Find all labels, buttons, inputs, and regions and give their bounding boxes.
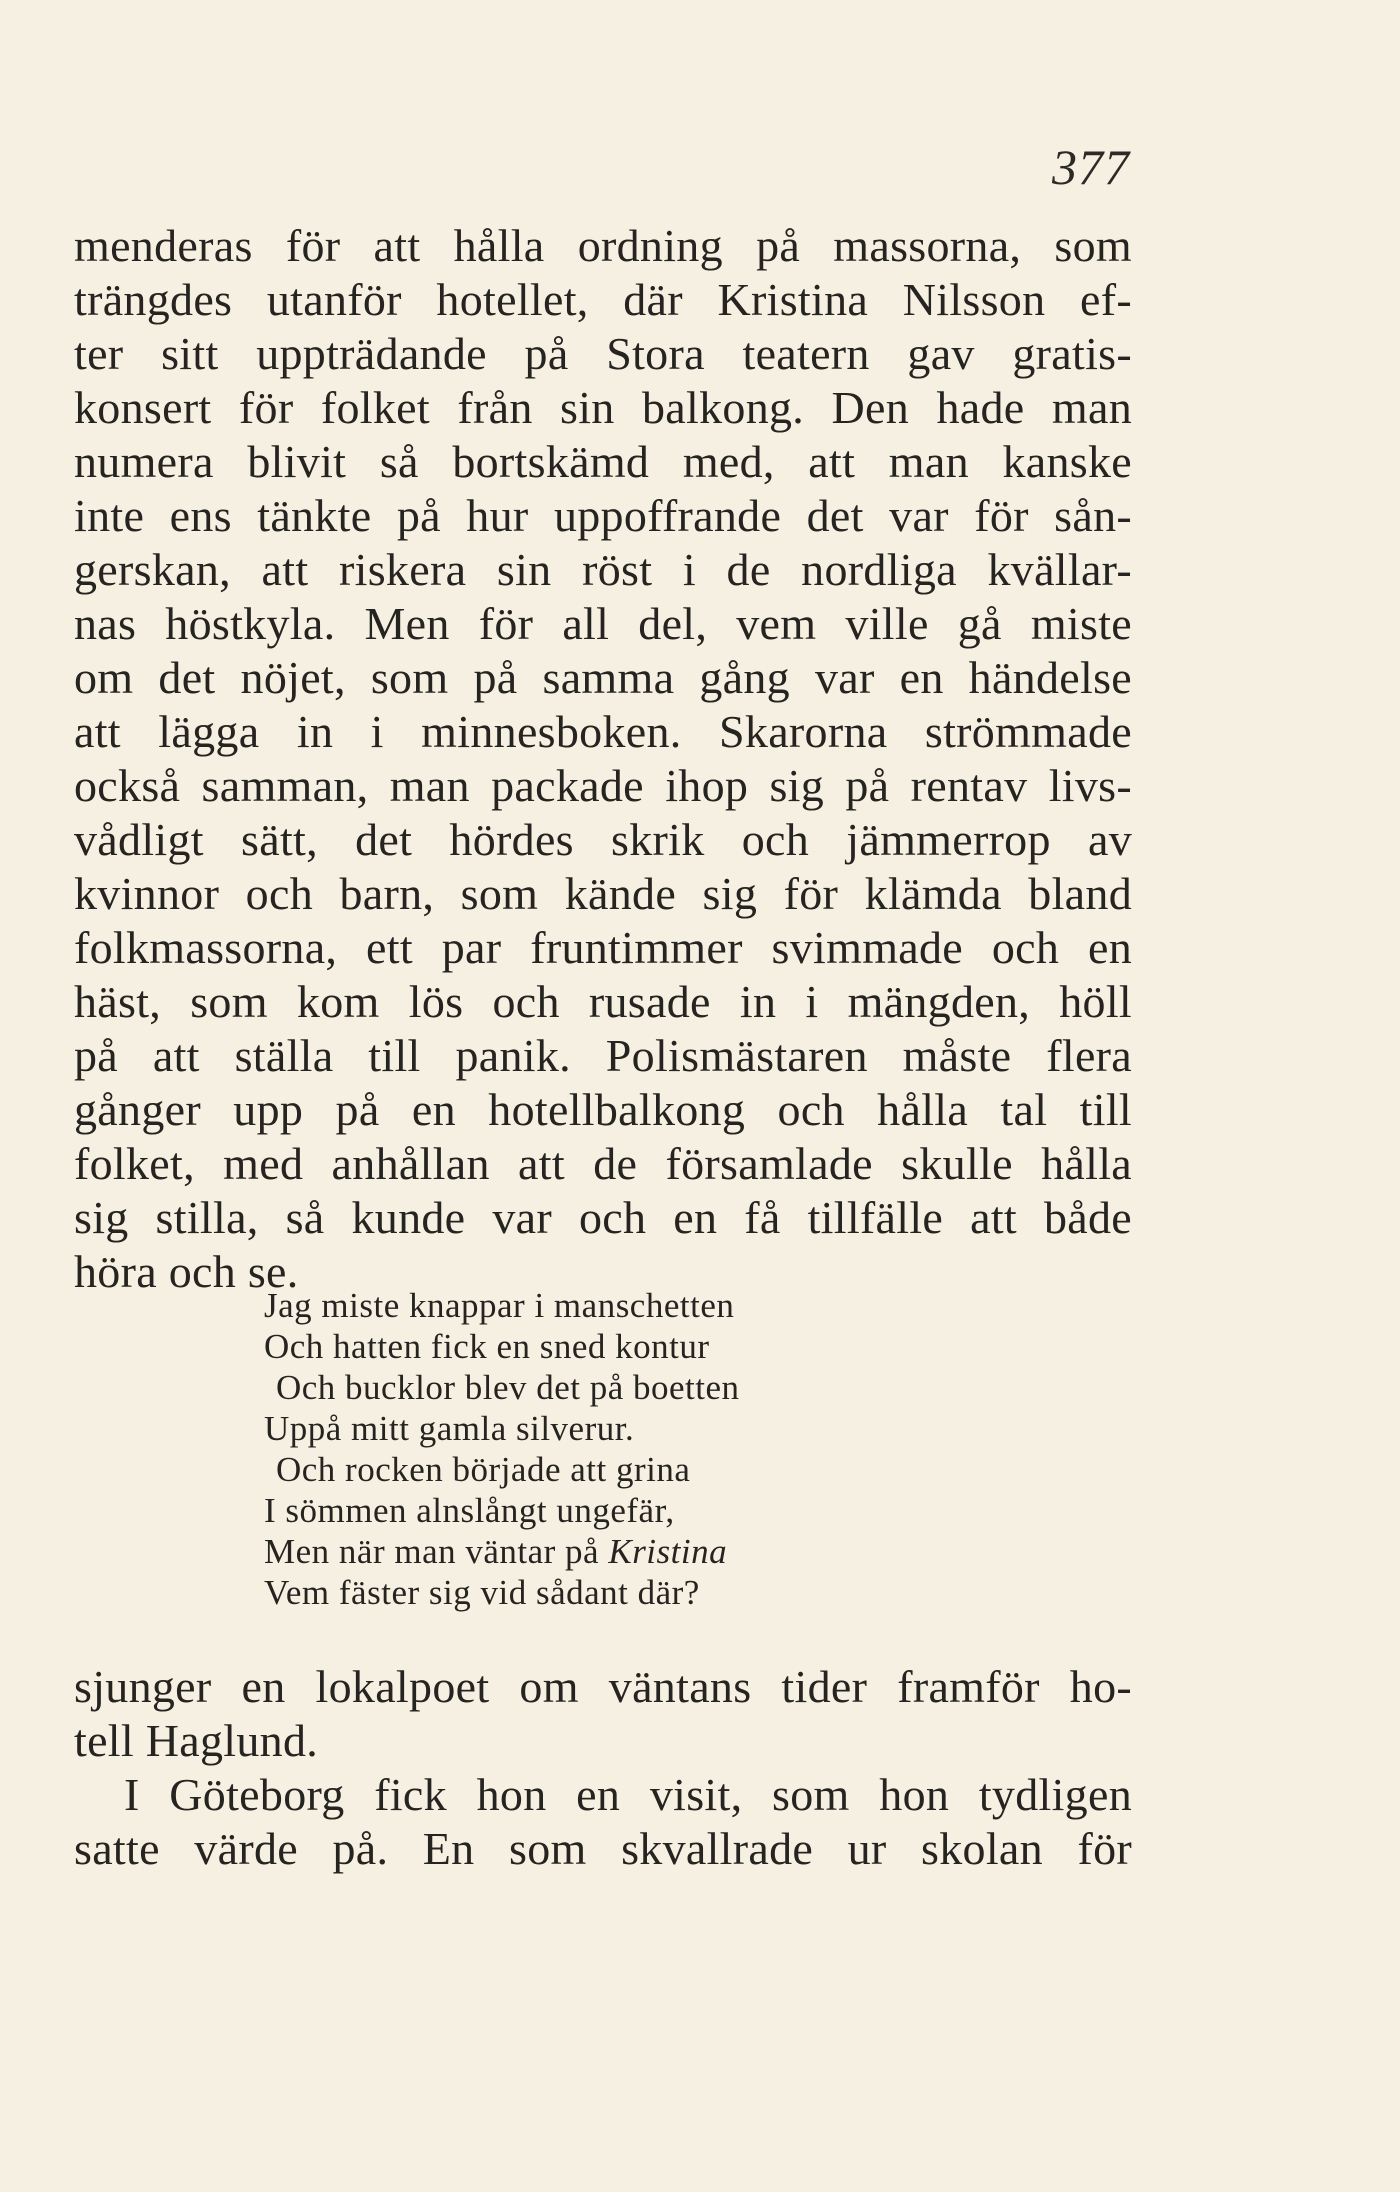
- text-line: höra och se.: [74, 1246, 299, 1297]
- verse-line: I sömmen alnslångt ungefär,: [264, 1491, 675, 1530]
- text-line: sig stilla, så kunde var och en få tillfälle att både: [74, 1192, 1132, 1243]
- text-line: också samman, man packade ihop sig på rentav livs-: [74, 760, 1132, 811]
- paragraph-2: [74, 1660, 1132, 1768]
- verse-line: Och hatten fick en sned kontur: [264, 1327, 710, 1366]
- page-number: 377: [1052, 139, 1130, 195]
- text-line: nas höstkyla. Men för all del, vem ville gå miste: [74, 598, 1132, 649]
- verse-line: Jag miste knappar i manschetten: [264, 1286, 735, 1325]
- text-line: ter sitt uppträdande på Stora teatern gav gratis-: [74, 328, 1132, 379]
- verse-italic-name: Kristina: [608, 1532, 728, 1571]
- verse-line-text: Men när man väntar på: [264, 1532, 609, 1571]
- text-line: menderas för att hålla ordning på massorna, som: [74, 220, 1132, 271]
- verse-line: Uppå mitt gamla silverur.: [264, 1409, 635, 1448]
- text-line: gånger upp på en hotellbalkong och hålla tal till: [74, 1084, 1132, 1135]
- verse-line: Vem fäster sig vid sådant där?: [264, 1573, 700, 1612]
- text-line: kvinnor och barn, som kände sig för klämda bland: [74, 868, 1132, 919]
- text-line: gerskan, att riskera sin röst i de nordliga kvällar-: [74, 544, 1132, 595]
- text-line: tell Haglund.: [74, 1715, 319, 1766]
- text-line: om det nöjet, som på samma gång var en händelse: [74, 652, 1132, 703]
- paragraph-3: [74, 1768, 1132, 1876]
- text-line: att lägga in i minnesboken. Skarorna strömmade: [74, 706, 1132, 757]
- verse-line: [264, 1531, 924, 1572]
- verse-block: [264, 1285, 924, 1613]
- text-line: numera blivit så bortskämd med, att man kanske: [74, 436, 1132, 487]
- paragraph-1: [74, 219, 1132, 1299]
- text-line: trängdes utanför hotellet, där Kristina Nilsson ef-: [74, 274, 1132, 325]
- verse-line: Och rocken började att grina: [276, 1450, 691, 1489]
- text-line: satte värde på. En som skvallrade ur skolan för: [74, 1823, 1132, 1874]
- text-line: I Göteborg fick hon en visit, som hon tydligen: [124, 1769, 1132, 1820]
- text-line: konsert för folket från sin balkong. Den hade man: [74, 382, 1132, 433]
- text-line: på att ställa till panik. Polismästaren måste flera: [74, 1030, 1132, 1081]
- text-line: vådligt sätt, det hördes skrik och jämmerrop av: [74, 814, 1132, 865]
- text-line: folkmassorna, ett par fruntimmer svimmade och en: [74, 922, 1132, 973]
- text-line: sjunger en lokalpoet om väntans tider framför ho-: [74, 1661, 1132, 1712]
- text-line: inte ens tänkte på hur uppoffrande det var för sån-: [74, 490, 1132, 541]
- verse-line: Och bucklor blev det på boetten: [276, 1368, 740, 1407]
- text-line: folket, med anhållan att de församlade skulle hålla: [74, 1138, 1132, 1189]
- text-line: häst, som kom lös och rusade in i mängden, höll: [74, 976, 1132, 1027]
